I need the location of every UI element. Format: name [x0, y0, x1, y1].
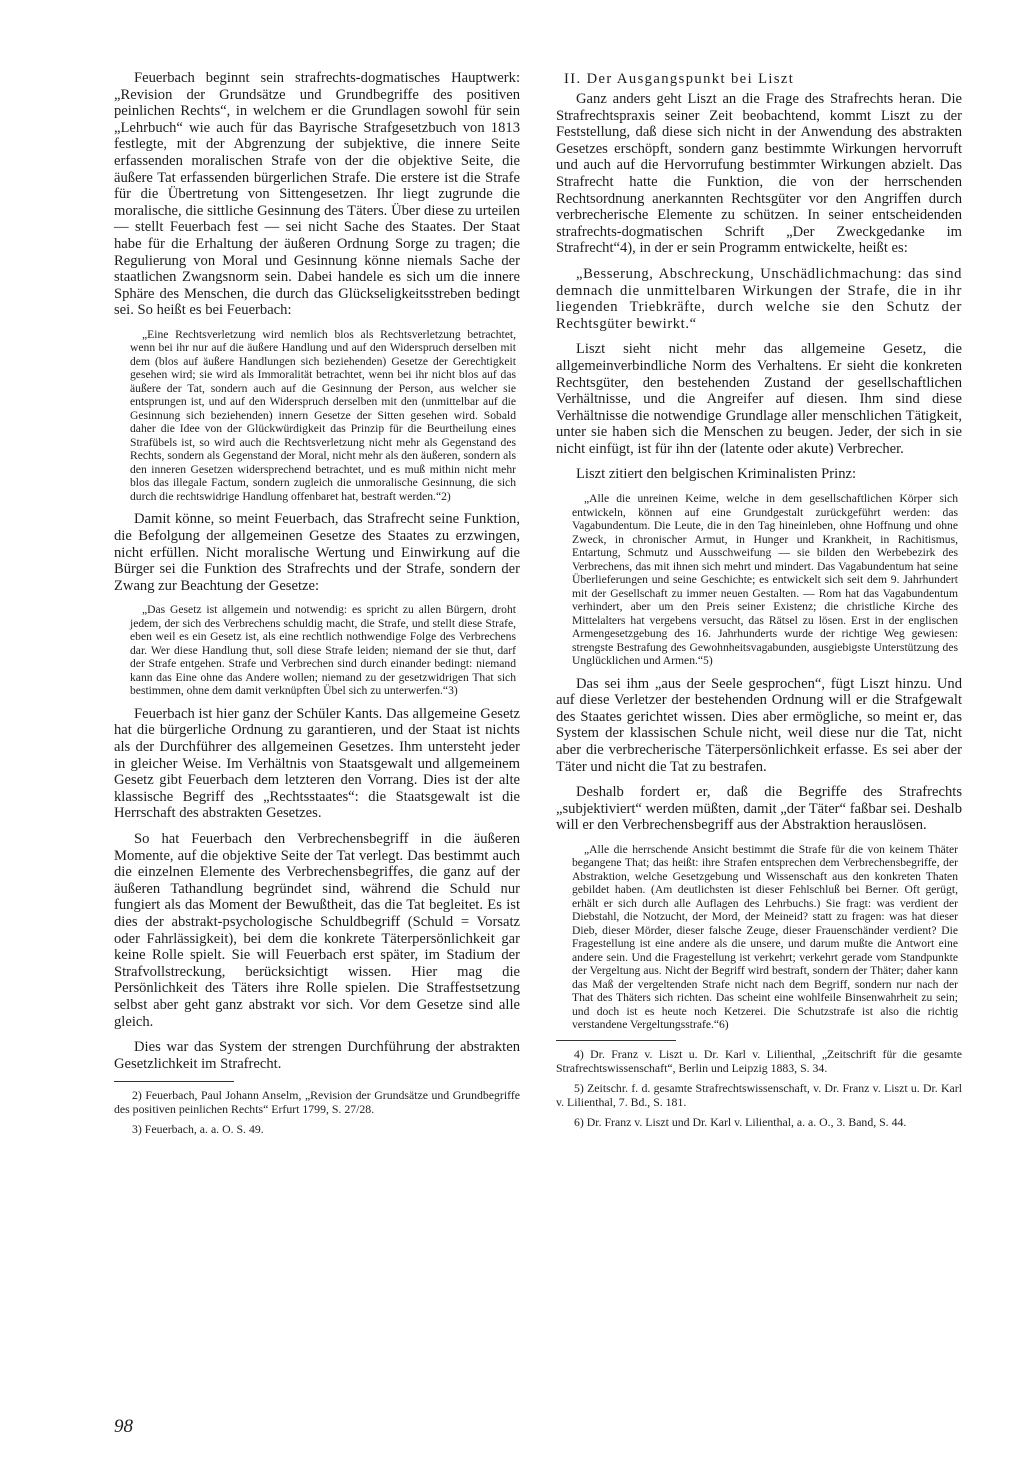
block-quote: „Eine Rechtsverletzung wird nemlich blos als Rechtsverletzung betrachtet, wenn bei ihr nur auf die äußere Handlung und auf den Widerspruch derselben mit dem (blos auf äußere Handlungen sich beziehenden) Gesetze der Gerechtigkeit gesehen wird; sie wird als Immoralität betrachtet, wenn bei ihr nicht blos auf das äußere der Tat, sondern auch auf die Gesinnung der Person, aus welcher sie entsprungen ist, und auf den Widerspruch derselben mit den (unmittelbar auf die Gesinnung sich beziehenden) innern Gesetze der Sitten gesehen wird. Sobald daher die Idee von der Glückwürdigkeit das Prinzip für die Beurtheilung eines Strafübels ist, so wird auch die Rechtsverletzung nicht mehr als Gegenstand des Rechts, sondern als Gegenstand der Moral, nicht mehr als den äußeren, sondern als den inneren Gesetzen widersprechend betrachtet, und es muß mithin nicht mehr blos das illegale Factum, sondern zugleich die unmoralische Gesinnung, die sich durch die rechtswidrige Handlung offenbaret hat, bestraft werden.“2) [130, 327, 516, 503]
paragraph: Dies war das System der strengen Durchführung der abstrakten Gesetzlichkeit im Strafrecht. [114, 1039, 520, 1072]
paragraph: Liszt sieht nicht mehr das allgemeine Gesetz, die allgemeinverbindliche Norm des Verhaltens. Er sieht die konkreten Rechtsgüter, den bestehenden Zustand der gesellschaftlichen Verhältnisse, und die Angreifer auf diesen. Ihm sind diese Verhältnisse die notwendige Grundlage aller menschlichen Tätigkeit, unter sie haben sich die Menschen zu beugen. Jeder, der sich in sie nicht einfügt, ist für ihn der (latente oder akute) Verbrecher. [556, 341, 962, 457]
footnote-divider [556, 1040, 676, 1041]
footnote: 3) Feuerbach, a. a. O. S. 49. [132, 1122, 264, 1137]
paragraph: Liszt zitiert den belgischen Kriminalisten Prinz: [576, 466, 857, 483]
paragraph: Das sei ihm „aus der Seele gesprochen“, fügt Liszt hinzu. Und auf diese Verletzer der bestehenden Ordnung will er die Strafgewalt des Staates gerichtet wissen. Dies aber ermögliche, so meint er, das System der klassischen Schule nicht, weil diese nur die Tat, nicht aber die verbrecherische Täterpersönlichkeit erfasse. Es sei aber der Täter und nicht die Tat zu bestrafen. [556, 675, 962, 775]
block-quote: „Alle die herrschende Ansicht bestimmt die Strafe für die von keinem Thäter begangene That; das heißt: ihre Strafen entsprechen dem Verbrechensbegriffe, der Abstraktion, welche Gesetzgebung und Wissenschaft aus den konkreten Thaten gebildet haben. (Am deutlichsten ist dieser Fehlschluß bei Berner. Oft gerügt, erhält er sich durch alle Auflagen des Lehrbuchs.) Sie fragt: was verdient der Diebstahl, die Notzucht, der Mord, der Meineid? statt zu fragen: was hat dieser Dieb, dieser Mörder, dieser falsche Zeuge, dieser Frauenschänder verdient? Die Fragestellung ist eine andere als die unsere, und darum mußte die Antwort eine andere sein. Und die Fragestellung ist verkehrt; verkehrt gerade vom Standpunkte der Vergeltung aus. Nicht der Begriff wird bestraft, sondern der Thäter; daher kann das Maß der vergeltenden Strafe nicht nach dem Begriff, sondern nur nach der That des Thäters sich richten. Das scheint eine wohlfeile Binsenwahrheit zu sein; und doch ist es heute noch Ketzerei. Die Schutzstrafe ist also die richtig verstandene Vergeltungsstrafe.“6) [572, 842, 958, 1032]
footnote: 2) Feuerbach, Paul Johann Anselm, „Revision der Grundsätze und Grundbegriffe des positiven peinlichen Rechts“ Erfurt 1799, S. 27/28. [114, 1088, 520, 1117]
footnote: 5) Zeitschr. f. d. gesamte Strafrechtswissenschaft, v. Dr. Franz v. Liszt u. Dr. Karl v. Lilienthal, 7. Bd., S. 181. [556, 1080, 962, 1109]
block-quote: „Alle die unreinen Keime, welche in dem gesellschaftlichen Körper sich entwickeln, können auf eine Grundgestalt zurückgeführt werden: das Vagabundentum. Die Leute, die in den Tag hineinleben, ohne Hoffnung und ohne Zweck, in chronischer Armut, in Hunger und Krankheit, in Rachitismus, Entartung, Schmutz und Ausschweifung — sie bilden den Werbebezirk des Verbrechens, das mit ihnen sich mehrt und mindert. Das Vagabundentum hat seine Überlieferungen und seine Geschichte; es entwickelt sich seit dem 9. Jahrhundert mit der Gesellschaft zu immer neuen Gestalten. — Rom hat das Vagabundentum verhindert, aber um den Preis seiner Existenz; die christliche Kirche des Mittelalters hat vergebens versucht, das Rätsel zu lösen. Erst in der englischen Armengesetzgebung des 16. Jahrhunderts wurde der richtige Weg gewiesen: strengste Bestrafung des Gewohnheitsvagabunden, ausgiebigste Unterstützung des Unglücklichen und Armen.“5) [572, 492, 958, 668]
footnote-divider [114, 1081, 234, 1082]
paragraph: Feuerbach beginnt sein strafrechts-dogmatisches Hauptwerk: „Revision der Grundsätze und Grundbegriffe des positiven peinlichen Rechts“, in welchem er die Grundlagen sowohl für sein „Lehrbuch“ wie auch für das Bayrische Strafgesetzbuch von 1813 festlegte, mit der Abgrenzung der subjektive, die innere Seite erfassenden moralischen Strafe von der die objektive Seite, die äußere Tat erfassenden bürgerlichen Strafe. Die erstere ist die Strafe für die Übertretung von Sittengesetzen. Ihr liegt zugrunde die moralische, die sittliche Gesinnung des Täters. Über diese zu urteilen — stellt Feuerbach fest — sei nicht Sache des Staates. Der Staat habe für die Erhaltung der äußeren Ordnung Sorge zu tragen; die Regulierung von Moral und Gesinnung könne niemals Sache der staatlichen Zwangsnorm sein. Dabei handele es sich um die innere Sphäre des Menschen, die durch das Glückseligkeitsstreben bedingt sei. So heißt es bei Feuerbach: [114, 70, 520, 319]
paragraph: Feuerbach ist hier ganz der Schüler Kants. Das allgemeine Gesetz hat die bürgerliche Ordnung zu garantieren, und der Staat ist nichts als der Durchführer des allgemeinen Gesetzes. Ihm untersteht jeder in gleicher Weise. Im Verhältnis von Staatsgewalt und allgemeinem Gesetz gibt Feuerbach dem letzteren den Vorrang. Dies ist der alte klassische Begriff des „Rechtsstaates“: die Staatsgewalt ist die Herrschaft des abstrakten Gesetzes. [114, 705, 520, 822]
section-heading: II. Der Ausgangspunkt bei Liszt [564, 71, 795, 87]
quote-emphasis: „Besserung, Abschreckung, Unschädlichmachung: das sind demnach die unmittelbaren Wirkungen der Strafe, die in ihr liegenden Triebkräfte, durch welche sie den Schutz der Rechtsgüter bewirkt.“ [556, 265, 962, 332]
paragraph: So hat Feuerbach den Verbrechensbegriff in die äußeren Momente, auf die objektive Seite der Tat verlegt. Das bestimmt auch die einzelnen Elemente des Verbrechensbegriffes, die ganz auf der äußeren Tathandlung begründet sind, während die Schuld nur fungiert als das Moment der Bewußtheit, das die Tat begleitet. Es ist dies der abstrakt-psychologische Schuldbegriff (Schuld = Vorsatz oder Fahrlässigkeit), bei dem die konkrete Täterpersönlichkeit gar keine Rolle spielt. Sie will Feuerbach erst später, im Stadium der Strafvollstreckung, berücksichtigt wissen. Hier mag die Persönlichkeit des Täters ihre Rolle spielen. Die Straffestsetzung selbst aber geht ganz abstrakt vor sich. Vor dem Gesetze sind alle gleich. [114, 831, 520, 1030]
block-quote: „Das Gesetz ist allgemein und notwendig: es spricht zu allen Bürgern, droht jedem, der sich des Verbrechens schuldig macht, die Strafe, und stellt diese Strafe, eben weil es ein Gesetz ist, als eine rechtlich nothwendige Folge des Verbrechens dar. Wer diese Handlung thut, soll diese Strafe leiden; niemand der sie thut, darf der Strafe entgehen. Strafe und Verbrechen sind durch einander bedingt: niemand kann das Eine ohne das Andere wollen; niemand zu der gesetzwidrigen That sich bestimmen, ohne dem damit verknüpften Übel sich zu unterwerfen.“3) [130, 603, 516, 698]
paragraph: Deshalb fordert er, daß die Begriffe des Strafrechts „subjektiviert“ werden müßten, damit „der Täter“ faßbar sei. Deshalb will er den Verbrechensbegriff aus der Abstraktion herauslösen. [556, 784, 962, 834]
paragraph: Damit könne, so meint Feuerbach, das Strafrecht seine Funktion, die Befolgung der allgemeinen Gesetze des Staates zu erzwingen, nicht erfüllen. Nicht moralische Wertung und Einwirkung auf die Bürger sei die Funktion des Strafrechts und der Strafe, sondern der Zwang zur Beachtung der Gesetze: [114, 511, 520, 594]
left-column [114, 70, 520, 1142]
footnote: 4) Dr. Franz v. Liszt u. Dr. Karl v. Lilienthal, „Zeitschrift für die gesamte Strafrechtswissenschaft“, Berlin und Leipzig 1883, S. 34. [556, 1046, 962, 1075]
page-number: 98 [114, 1416, 133, 1437]
paragraph: Ganz anders geht Liszt an die Frage des Strafrechts heran. Die Strafrechtspraxis seiner Zeit beobachtend, kommt Liszt zu der Feststellung, daß diese sich nicht in der Anwendung des abstrakten Gesetzes erschöpft, sondern ganz bestimmte Wirkungen hervorruft und auch auf die Hervorrufung bestimmter Wirkungen abzielt. Das Strafrecht hatte die Funktion, die von der herrschenden Rechtsordnung anerkannten Rechtsgüter vor den Angriffen durch verbrecherische Elemente zu schützen. In seiner entscheidenden strafrechts-dogmatischen Schrift „Der Zweckgedanke im Strafrecht“4), in der er sein Programm entwickelte, heißt es: [556, 91, 962, 257]
right-column [556, 70, 962, 1135]
footnote: 6) Dr. Franz v. Liszt und Dr. Karl v. Lilienthal, a. a. O., 3. Band, S. 44. [574, 1114, 907, 1129]
